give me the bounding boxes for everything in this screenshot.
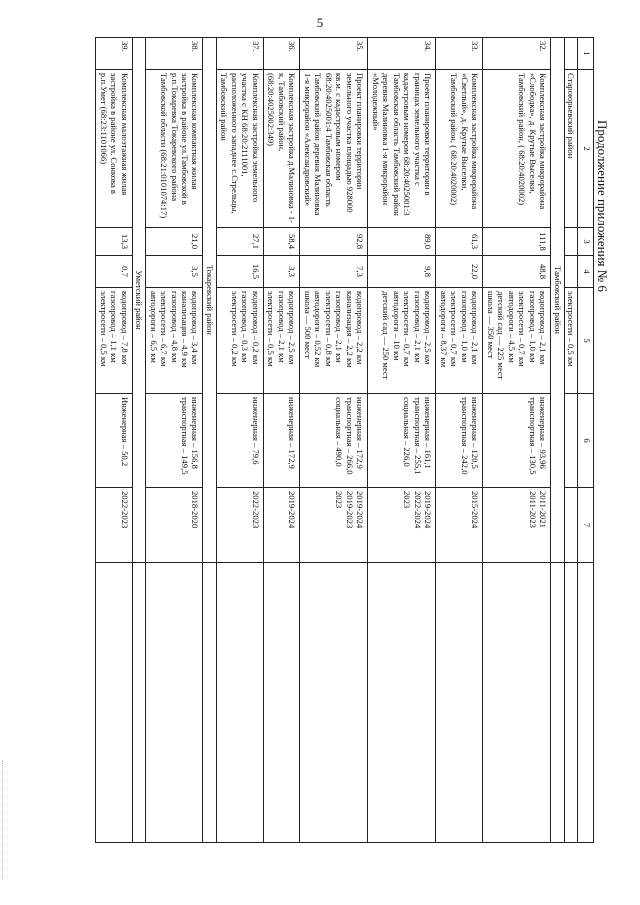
area-value: 92,8 bbox=[300, 228, 368, 256]
area-value: 27,1 bbox=[216, 228, 263, 256]
years-list bbox=[146, 488, 203, 563]
years-list bbox=[96, 488, 132, 563]
housing-value: 22,0 bbox=[436, 256, 483, 288]
years-list-line: 2023 bbox=[334, 491, 345, 509]
utilities-list-line: электросети – 0,7 км bbox=[517, 291, 528, 367]
housing-value: 7,3 bbox=[300, 256, 368, 288]
scan-margin-marks bbox=[2, 760, 7, 880]
investment-list-line: Инженерная – 50,2 bbox=[119, 397, 130, 467]
utilities-list bbox=[146, 288, 203, 394]
years-list-line: 2011-2021 bbox=[538, 491, 549, 528]
housing-value: 3,3 bbox=[263, 256, 299, 288]
project-name: Комплексная застройка д.Малиновка - 1-я, Тамбовский район, (68:20:4025002:349) bbox=[263, 70, 299, 228]
col-number-6: 6 bbox=[578, 394, 594, 488]
utilities-list-line: водопровод – 2,5 км bbox=[287, 291, 298, 365]
utilities-list-line: детский сад — 250 мест bbox=[381, 291, 392, 380]
utilities-list bbox=[96, 288, 132, 394]
project-number: 32. bbox=[483, 38, 551, 70]
empty-cell bbox=[368, 563, 436, 843]
page-number: 5 bbox=[316, 15, 324, 30]
utilities-list-line: водопровод – 2,1 км bbox=[538, 291, 549, 365]
investment-list-line: инженерная – 93,96 bbox=[538, 397, 549, 469]
project-row bbox=[263, 38, 299, 843]
years-list-line: 2019-2023 bbox=[344, 491, 355, 529]
empty-cell bbox=[564, 394, 577, 488]
district-title-tambovsky-row bbox=[551, 38, 564, 843]
years-list bbox=[368, 488, 436, 563]
col-number-7: 7 bbox=[578, 488, 594, 563]
utilities-list bbox=[368, 288, 436, 394]
district-title-tokarevsky: Токаревский район bbox=[203, 38, 216, 563]
utilities-list-line: электросети – 6,7 км bbox=[159, 291, 170, 367]
utilities-list-line: электросети – 0,5 км bbox=[266, 291, 277, 367]
utilities-list-line: электросети – 0,2 км bbox=[229, 291, 240, 367]
housing-value: 48,8 bbox=[483, 256, 551, 288]
investment-list-line: транспортная – 255,1 bbox=[412, 397, 423, 475]
investment-list-line: инженерная – 79,6 bbox=[250, 397, 261, 465]
empty-cell bbox=[263, 563, 299, 843]
utilities-list bbox=[216, 288, 263, 394]
utilities-list-line: детский сад — 225 мест bbox=[496, 291, 507, 380]
utilities-list-line: электросети – 0,7 км bbox=[402, 291, 413, 367]
investment-list-line: социальная – 226,0 bbox=[402, 397, 413, 467]
empty-cell bbox=[564, 256, 577, 288]
years-list bbox=[300, 488, 368, 563]
empty-cell bbox=[216, 563, 263, 843]
project-number: 35. bbox=[300, 38, 368, 70]
utilities-list-line: водопровод – 7,8 км bbox=[119, 291, 130, 365]
project-name: Проект планировки территории в границах земельного участка с кадастровым номером 68:20:4025001:3 Тамбовская область Тамбовский район деревня Малиновка 1-я микрорайон «Молодежный» bbox=[368, 70, 436, 228]
staroyurevsky-row bbox=[564, 38, 577, 843]
empty-cell bbox=[146, 563, 203, 843]
appendix-heading: Продолжение приложения № 6 bbox=[595, 120, 610, 292]
years-list-line: 2022-2024 bbox=[412, 491, 423, 529]
blank-header bbox=[578, 563, 594, 843]
utilities-list-line: канализация – 4,9 км bbox=[180, 291, 191, 368]
utilities-list-line: автодороги – 4,5 км bbox=[506, 291, 517, 363]
empty-cell bbox=[300, 563, 368, 843]
investment-list-line: транспортная – 149,5 bbox=[180, 397, 191, 475]
housing-value: 9,8 bbox=[368, 256, 436, 288]
investment-list-line: инженерная – 120,5 bbox=[470, 397, 481, 469]
project-row bbox=[368, 38, 436, 843]
district-title-tokarevsky-row bbox=[203, 38, 216, 843]
utilities-list-line: водопровод – 2,5 км bbox=[423, 291, 434, 365]
empty-cell bbox=[551, 563, 564, 843]
project-number: 38. bbox=[146, 38, 203, 70]
years-list-line: 2019-2024 bbox=[423, 491, 434, 529]
years-list-line: 2018-2020 bbox=[190, 491, 201, 529]
area-value: 58,4 bbox=[263, 228, 299, 256]
empty-cell bbox=[203, 563, 216, 843]
years-list-line: 2015-2024 bbox=[470, 491, 481, 529]
district-name: Староюрьевский район bbox=[564, 70, 577, 228]
utilities-list-line: автодороги – 6,5 км bbox=[148, 291, 159, 363]
years-list-line: 2019-2024 bbox=[355, 491, 366, 529]
utilities-list-line: газопровод – 1,1 км bbox=[109, 291, 120, 363]
investment-list bbox=[146, 394, 203, 488]
col-number-4: 4 bbox=[578, 256, 594, 288]
project-number: 33. bbox=[436, 38, 483, 70]
utility-cell: электросети – 0,5 км bbox=[564, 288, 577, 394]
investment-list bbox=[483, 394, 551, 488]
col-number-2: 2 bbox=[578, 70, 594, 228]
utilities-list-line: водопровод – 2,1 км bbox=[470, 291, 481, 365]
utilities-list bbox=[483, 288, 551, 394]
col-number-3: 3 bbox=[578, 228, 594, 256]
utilities-list-line: автодороги – 10 км bbox=[391, 291, 402, 361]
empty-cell bbox=[564, 563, 577, 843]
utilities-list-line: газопровод – 2,1 км bbox=[276, 291, 287, 363]
investment-list-line: транспортная – 130,5 bbox=[527, 397, 538, 475]
project-name: Комплексная застройка микрорайона «Слободка», д. Крутые Выселки, Тамбовский район, ( 68:20:4020002) bbox=[483, 70, 551, 228]
years-list-line: 2022-2023 bbox=[119, 491, 130, 529]
years-list-line: 2019-2024 bbox=[287, 491, 298, 529]
housing-value: 0,7 bbox=[96, 256, 132, 288]
utilities-list-line: газопровод – 1,0 км bbox=[459, 291, 470, 363]
investment-list-line: инженерная – 172,9 bbox=[287, 397, 298, 469]
project-row bbox=[300, 38, 368, 843]
empty-cell bbox=[564, 228, 577, 256]
investment-list bbox=[263, 394, 299, 488]
project-name: Проект планировки территории земельного участка площадью 928000 кв.м. с кадастровым номером 68:20:4025001:4 Тамбовская область Тамбовский район деревня Малиновка 1-я микрорайон «Александровский» bbox=[300, 70, 368, 228]
utilities-list-line: газопровод – 4,8 км bbox=[169, 291, 180, 363]
utilities-list-line: газопровод – 0,3 км bbox=[240, 291, 251, 363]
investment-list-line: инженерная – 161,1 bbox=[423, 397, 434, 469]
project-row bbox=[436, 38, 483, 843]
empty-cell bbox=[564, 38, 577, 70]
project-number: 34. bbox=[368, 38, 436, 70]
years-list-line: 2011-2023 bbox=[527, 491, 538, 528]
project-row bbox=[483, 38, 551, 843]
years-list-line: 2023 bbox=[402, 491, 413, 509]
utilities-list-line: водопровод – 2,2 км bbox=[355, 291, 366, 365]
investment-list-line: транспортная – 242,0 bbox=[459, 397, 470, 475]
area-value: 61,3 bbox=[436, 228, 483, 256]
project-number: 39. bbox=[96, 38, 132, 70]
area-value: 111,8 bbox=[483, 228, 551, 256]
investment-list bbox=[436, 394, 483, 488]
empty-cell bbox=[436, 563, 483, 843]
project-name: Комплексная малоэтажная жилая застройка в районе ул. Сонкова в р.п.Умет (68:23:1101066) bbox=[96, 70, 132, 228]
project-number: 36. bbox=[263, 38, 299, 70]
utilities-list-line: школа — 350 мест bbox=[485, 291, 496, 359]
area-value: 13,3 bbox=[96, 228, 132, 256]
empty-cell bbox=[96, 563, 132, 843]
years-list bbox=[263, 488, 299, 563]
project-number: 37. bbox=[216, 38, 263, 70]
project-name: Комплексная застройка микрорайона «Светлый», д. Крутые Выселки, Тамбовский район, ( 68:20:4020002) bbox=[436, 70, 483, 228]
investment-list bbox=[300, 394, 368, 488]
area-value: 21,0 bbox=[146, 228, 203, 256]
investment-list bbox=[368, 394, 436, 488]
utilities-list-line: газопровод – 2,1 км bbox=[412, 291, 423, 363]
years-list bbox=[216, 488, 263, 563]
project-row bbox=[216, 38, 263, 843]
housing-value: 3,5 bbox=[146, 256, 203, 288]
utilities-list-line: школа — 500 мест bbox=[302, 291, 313, 359]
investment-list-line: социальная – 490,0 bbox=[334, 397, 345, 467]
project-name: Комплексная компактная жилая застройка в районе ул.Тамбовской в р.п.Токаревка Токаревского района Тамбовской области (68:21:0101074:17) bbox=[146, 70, 203, 228]
utilities-list-line: водопровод – 3,4 км bbox=[190, 291, 201, 365]
project-name: Комплексная застройка земельного участка с КН 68:20:2111001, расположенного западнее с.Стрельцы, Тамбовский район bbox=[216, 70, 263, 228]
project-row bbox=[146, 38, 203, 843]
district-title-tambovsky: Тамбовский район bbox=[551, 38, 564, 563]
district-title-umetsky: Уметский район bbox=[132, 38, 145, 563]
investment-list-line: инженерная – 156,8 bbox=[190, 397, 201, 469]
utilities-list-line: электросети – 0,5 км bbox=[98, 291, 109, 367]
col-number-1: 1 bbox=[578, 38, 594, 70]
utilities-list-line: автодороги – 0,52 км bbox=[313, 291, 324, 368]
column-number-row bbox=[578, 38, 594, 843]
utilities-list-line: водопровод – 0,2 км bbox=[250, 291, 261, 365]
utilities-list-line: канализация – 2,2 км bbox=[344, 291, 355, 368]
investment-list-line: транспортная – 266,0 bbox=[344, 397, 355, 475]
investment-list bbox=[96, 394, 132, 488]
investment-list-line: инженерная – 172,9 bbox=[355, 397, 366, 469]
project-row bbox=[96, 38, 132, 843]
utilities-list bbox=[300, 288, 368, 394]
empty-cell bbox=[564, 488, 577, 563]
empty-cell bbox=[483, 563, 551, 843]
utilities-list-line: газопровод – 2,1 км bbox=[334, 291, 345, 363]
col-number-5: 5 bbox=[578, 288, 594, 394]
utilities-list bbox=[263, 288, 299, 394]
housing-value: 16,5 bbox=[216, 256, 263, 288]
utilities-list-line: газопровод – 1,0 км bbox=[527, 291, 538, 363]
utilities-list-line: электросети – 0,7 км bbox=[449, 291, 460, 367]
investment-list bbox=[216, 394, 263, 488]
years-list-line: 2022-2023 bbox=[250, 491, 261, 529]
years-list bbox=[483, 488, 551, 563]
district-title-umetsky-row bbox=[132, 38, 145, 843]
empty-cell bbox=[132, 563, 145, 843]
utilities-list bbox=[436, 288, 483, 394]
utilities-list-line: автодороги – 8,37 км bbox=[438, 291, 449, 368]
construction-projects-table bbox=[95, 37, 594, 843]
years-list bbox=[436, 488, 483, 563]
utilities-list-line: электросети – 0,8 км bbox=[323, 291, 334, 367]
area-value: 89,0 bbox=[368, 228, 436, 256]
